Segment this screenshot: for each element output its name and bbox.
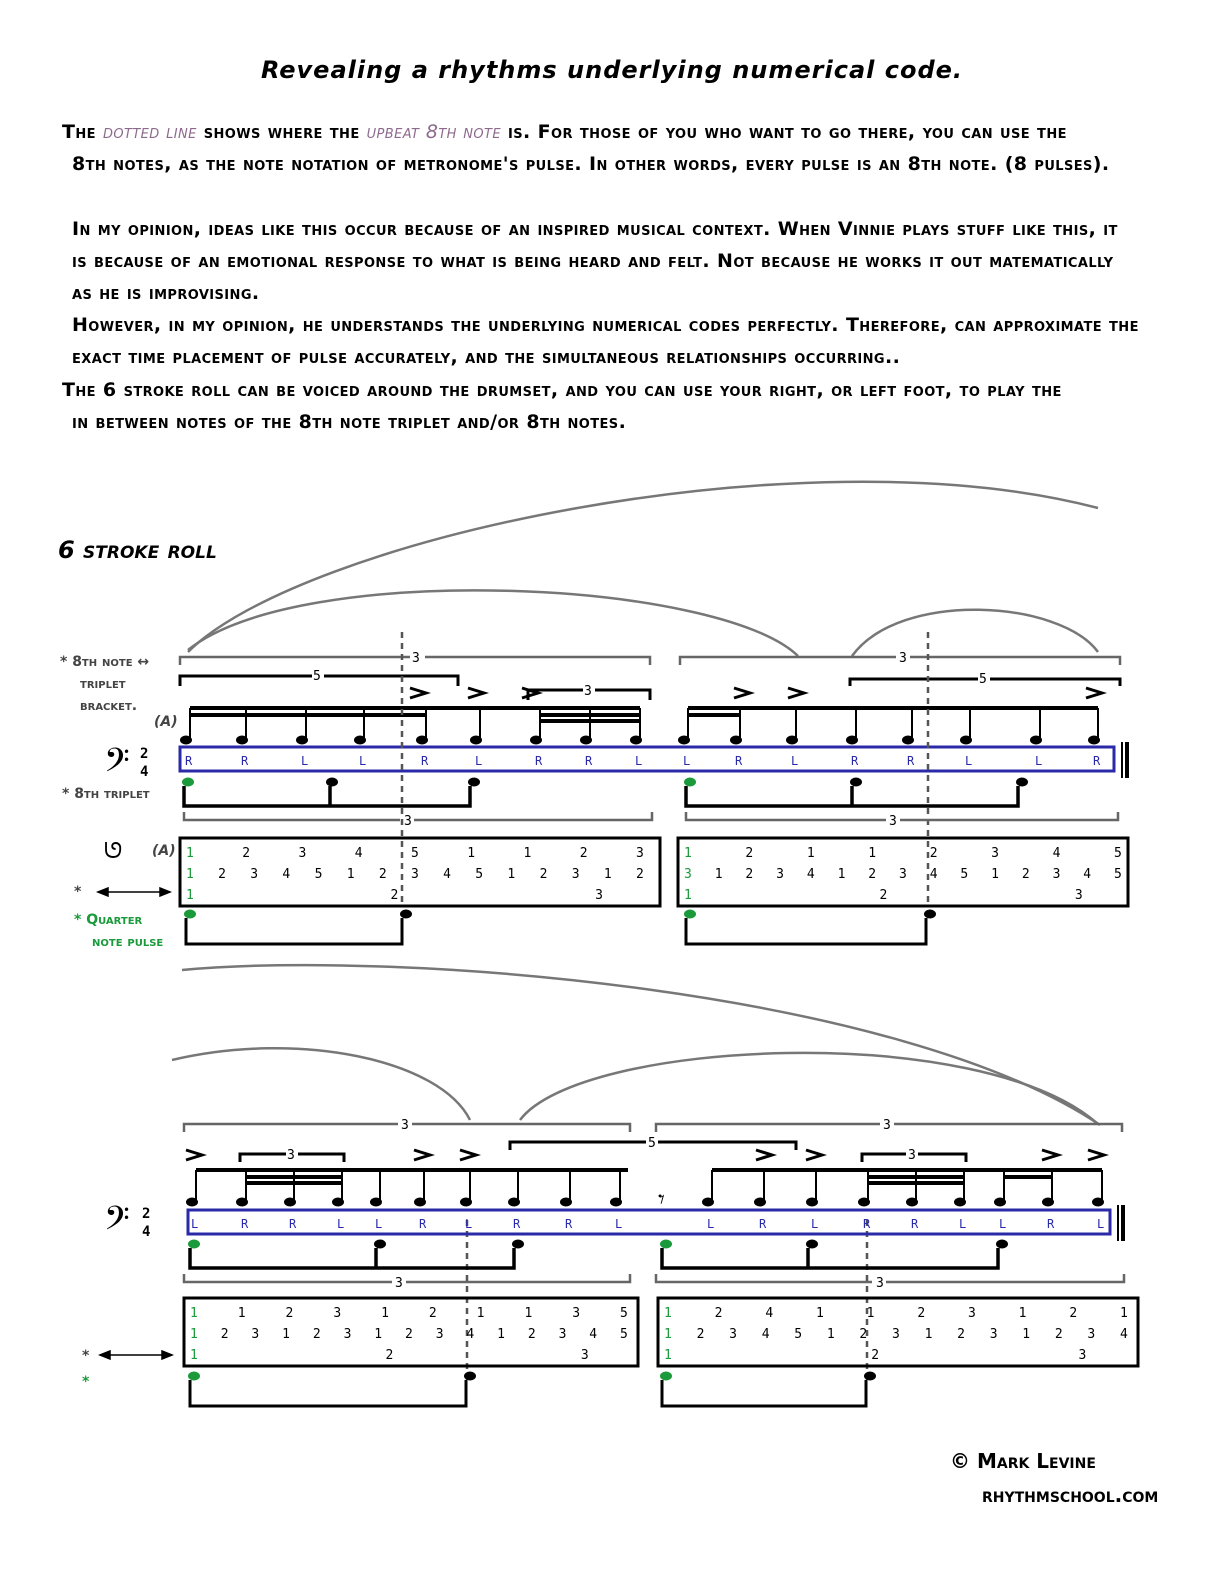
sticking-letter: R (759, 1217, 767, 1231)
copyright-site[interactable]: rhythmschool.com (982, 1483, 1159, 1507)
note-head (630, 736, 642, 745)
marker-a-2: (A) (152, 843, 176, 859)
counting-numbers (186, 846, 1122, 903)
note-head (730, 736, 742, 745)
bass-clef (104, 742, 130, 788)
count-number: 5 (411, 846, 419, 861)
tuplet-3: 3 (287, 1148, 295, 1163)
count-number: 4 (929, 867, 938, 882)
sticking-letter: L (475, 754, 483, 768)
eighth-triplet-pulse-heads (182, 778, 696, 787)
sticking-letters (191, 1217, 1104, 1231)
count-number: 2 (714, 1306, 723, 1321)
sticking-letter: L (683, 754, 691, 768)
rest-icon: 𝄾 (658, 1185, 665, 1215)
eighth-triplet-beams (184, 786, 1018, 806)
sticking-letter: L (811, 1217, 819, 1231)
count-number: 5 (960, 867, 969, 882)
count-number: 4 (354, 846, 363, 861)
label-star-3: * (82, 1374, 90, 1390)
count-number: 1 (476, 1306, 485, 1321)
quarter-pulse-heads (184, 910, 696, 919)
count-number: 1 (507, 867, 516, 882)
count-number: 5 (1114, 846, 1122, 861)
count-number: 2 (871, 1348, 880, 1363)
count-number: 1 (523, 846, 532, 861)
note-head (470, 736, 482, 745)
note-head (1042, 1198, 1054, 1207)
svg-text:𝄢: 𝄢 (104, 742, 130, 788)
note-head (180, 736, 192, 745)
note-head (186, 1198, 198, 1207)
sticking-letter: R (585, 754, 593, 768)
count-number: 2 (242, 846, 251, 861)
sticking-letter: R (907, 754, 915, 768)
count-number: 1 (186, 867, 194, 882)
triplet-bracket-bottom (184, 812, 1118, 820)
eighth-triplet-heads (374, 1240, 1008, 1249)
count-number: 2 (868, 867, 877, 882)
count-number: 3 (250, 867, 259, 882)
count-number: 1 (381, 1306, 389, 1321)
time-signature-bottom: 4 (140, 764, 149, 780)
note-head (580, 736, 592, 745)
count-number: 1 (806, 846, 815, 861)
note-head (994, 1198, 1006, 1207)
count-number: 2 (879, 888, 888, 903)
note-head (530, 736, 542, 745)
count-number: 1 (237, 1306, 246, 1321)
phrase-arc (182, 965, 1100, 1125)
count-number: 2 (378, 867, 387, 882)
phrase-arc (188, 590, 798, 656)
count-number: 1 (664, 1348, 672, 1363)
count-number: 1 (467, 846, 476, 861)
count-number: 1 (837, 867, 846, 882)
note-head (460, 1198, 472, 1207)
count-number: 3 (435, 1327, 444, 1342)
sticking-letter: R (421, 754, 429, 768)
phrase-arc (852, 610, 1098, 656)
count-number: 1 (190, 1327, 198, 1342)
note-head (284, 1198, 296, 1207)
sticking-letter: R (1093, 754, 1101, 768)
count-number: 3 (776, 867, 784, 882)
count-number: 1 (186, 888, 194, 903)
count-number: 1 (190, 1306, 198, 1321)
tuplet-5: 5 (648, 1136, 656, 1151)
eighth-triplet-pulse-heads (188, 1240, 672, 1249)
count-number: 2 (1054, 1327, 1063, 1342)
label-quarter-note-pulse: * Quarter note pulse (74, 912, 164, 950)
count-number: 4 (443, 867, 451, 882)
sticking-letter: R (565, 1217, 573, 1231)
note-head (332, 1198, 344, 1207)
count-number: 2 (527, 1327, 536, 1342)
count-number: 3 (684, 867, 692, 882)
sticking-letter: L (465, 1217, 473, 1231)
count-number: 1 (1120, 1306, 1128, 1321)
count-number: 2 (859, 1327, 868, 1342)
tuplet-5: 5 (979, 672, 987, 687)
sticking-letter: L (359, 754, 367, 768)
count-number: 2 (428, 1306, 437, 1321)
note-stems (196, 1170, 1102, 1202)
count-number: 1 (186, 846, 194, 861)
note-head (754, 1198, 766, 1207)
count-number: 3 (968, 1306, 976, 1321)
time-signature-top: 2 (140, 746, 149, 762)
note-head (1030, 736, 1042, 745)
note-head (354, 736, 366, 745)
sticking-letter: R (863, 1217, 871, 1231)
count-number: 4 (761, 1327, 770, 1342)
count-number: 2 (220, 1327, 229, 1342)
beams-top (190, 708, 1098, 721)
count-number: 3 (1074, 888, 1083, 903)
count-number: 4 (589, 1327, 598, 1342)
double-arrow (100, 1351, 172, 1359)
note-head (236, 736, 248, 745)
note-head (1088, 736, 1100, 745)
count-number: 1 (684, 846, 692, 861)
sticking-letter: R (241, 754, 249, 768)
count-number: 1 (497, 1327, 505, 1342)
count-number: 2 (390, 888, 399, 903)
phrase-arc (188, 482, 1098, 652)
note-head (560, 1198, 572, 1207)
count-number: 2 (745, 846, 754, 861)
tuplet-3: 3 (876, 1276, 884, 1291)
count-number: 4 (806, 867, 815, 882)
time-signature-bottom: 4 (142, 1224, 151, 1240)
sticking-box (188, 1210, 1110, 1234)
count-number: 2 (636, 867, 644, 882)
label-star: * (74, 884, 82, 900)
count-number: 4 (1120, 1327, 1128, 1342)
count-number: 3 (251, 1327, 260, 1342)
section-title: 6 stroke roll (58, 536, 217, 564)
count-number: 3 (636, 846, 644, 861)
sticking-letter: R (419, 1217, 427, 1231)
label-eighth-triplet: * 8th triplet (62, 786, 150, 802)
sticking-letter: L (999, 1217, 1007, 1231)
sticking-letter: R (851, 754, 859, 768)
upbeat-highlight: upbeat 8th note (366, 121, 501, 143)
triplet-bracket-bottom (184, 1274, 1124, 1282)
beams-top (196, 1170, 1102, 1183)
count-number: 3 (1052, 867, 1061, 882)
count-number: 1 (866, 1306, 875, 1321)
count-number: 1 (190, 1348, 198, 1363)
phrase-arc (172, 1048, 470, 1120)
note-head (846, 736, 858, 745)
tuplet-3: 3 (401, 1118, 409, 1133)
count-number: 1 (684, 888, 692, 903)
count-number: 1 (282, 1327, 290, 1342)
note-head (902, 736, 914, 745)
count-number: 5 (794, 1327, 803, 1342)
sticking-letter: R (1047, 1217, 1055, 1231)
count-number: 3 (991, 846, 999, 861)
sticking-letter: L (337, 1217, 345, 1231)
page-title: Revealing a rhythms underlying numerical code. (260, 56, 964, 84)
tuplet-3: 3 (899, 651, 907, 666)
count-number: 2 (579, 846, 588, 861)
quarter-pulse-beams (186, 918, 926, 944)
note-head (296, 736, 308, 745)
time-signature-top: 2 (142, 1206, 151, 1222)
count-number: 1 (346, 867, 355, 882)
tuplet-3: 3 (412, 651, 420, 666)
count-number: 1 (924, 1327, 933, 1342)
count-number: 3 (892, 1327, 900, 1342)
count-number: 1 (1018, 1306, 1027, 1321)
intro-paragraph-3: The 6 stroke roll can be voiced around the drumset, and you can use your right, or left foot, to play the in between notes of the 8th note triplet and/or 8th notes. (62, 379, 1062, 433)
note-head (858, 1198, 870, 1207)
count-number: 1 (374, 1327, 383, 1342)
count-number: 4 (765, 1306, 774, 1321)
copyright (950, 1444, 1158, 1512)
note-heads (180, 736, 1100, 745)
count-number: 1 (664, 1306, 672, 1321)
count-number: 3 (580, 1348, 589, 1363)
note-head (960, 736, 972, 745)
sticking-letter: R (185, 754, 193, 768)
sticking-letter: L (959, 1217, 967, 1231)
note-head (906, 1198, 918, 1207)
sticking-letter: R (241, 1217, 249, 1231)
tuplet-3: 3 (395, 1276, 403, 1291)
count-number: 3 (411, 867, 419, 882)
note-stems (190, 708, 1098, 740)
count-number: 4 (1083, 867, 1092, 882)
tuplet-3: 3 (883, 1118, 891, 1133)
sticking-box (180, 747, 1114, 771)
note-head (416, 736, 428, 745)
eighth-triplet-heads (326, 778, 1028, 787)
note-head (370, 1198, 382, 1207)
note-head (236, 1198, 248, 1207)
count-number: 1 (991, 867, 999, 882)
note-head (414, 1198, 426, 1207)
note-head (806, 1198, 818, 1207)
sticking-letter: L (965, 754, 973, 768)
sticking-letter: L (301, 754, 309, 768)
note-head (678, 736, 690, 745)
intro-paragraph-1: The dotted line shows where the upbeat 8th note is. For those of you who want to go there, you can use the 8th notes, as the note notation of metronome's pulse. In other words, every pulse is an 8th note. (8 pulses). (62, 121, 1110, 175)
count-number: 3 (989, 1327, 998, 1342)
glasses-icon: ᘎ (104, 839, 123, 864)
note-head (1092, 1198, 1104, 1207)
triplet-bracket (180, 657, 1120, 665)
bass-clef: 𝄢 (104, 1200, 130, 1246)
count-number: 3 (558, 1327, 567, 1342)
sticking-letter: R (911, 1217, 919, 1231)
count-number: 2 (539, 867, 548, 882)
sticking-letter: L (615, 1217, 623, 1231)
note-head (610, 1198, 622, 1207)
dotted-line-highlight: dotted line (102, 121, 197, 143)
count-number: 2 (312, 1327, 321, 1342)
count-number: 2 (405, 1327, 413, 1342)
count-number: 2 (917, 1306, 926, 1321)
count-number: 3 (333, 1306, 342, 1321)
sticking-letter: R (535, 754, 543, 768)
sticking-letter: L (375, 1217, 383, 1231)
sticking-letter: R (513, 1217, 521, 1231)
label-eighth-note-triplet-bracket: * 8th note ↔ triplet bracket. (60, 654, 150, 714)
sticking-letter: L (1035, 754, 1043, 768)
quarter-pulse-heads-dark (400, 910, 936, 919)
count-number: 5 (314, 867, 323, 882)
count-number: 2 (696, 1327, 705, 1342)
eighth-triplet-beams (190, 1248, 998, 1268)
double-arrow (98, 888, 170, 896)
count-number: 2 (745, 867, 754, 882)
count-number: 3 (595, 888, 603, 903)
count-number: 2 (218, 867, 226, 882)
accent-marks (410, 688, 1102, 698)
count-number: 5 (475, 867, 484, 882)
count-number: 3 (572, 1306, 581, 1321)
quarter-pulse-heads (188, 1372, 672, 1381)
sticking-letter: L (635, 754, 643, 768)
note-head (702, 1198, 714, 1207)
tuplet-3: 3 (889, 814, 897, 829)
count-number: 1 (524, 1306, 533, 1321)
count-number: 3 (1078, 1348, 1087, 1363)
sticking-letter: R (289, 1217, 297, 1231)
count-number: 5 (1114, 867, 1122, 882)
count-number: 3 (571, 867, 580, 882)
count-number: 3 (1087, 1327, 1096, 1342)
tuplet-3: 3 (908, 1148, 916, 1163)
tuplet-3: 3 (404, 814, 412, 829)
count-number: 5 (620, 1306, 628, 1321)
tuplet-5: 5 (313, 669, 321, 684)
count-number: 1 (664, 1327, 672, 1342)
sticking-letters (185, 754, 1101, 768)
triplet-bracket (184, 1124, 1122, 1132)
note-head (954, 1198, 966, 1207)
sticking-letter: L (191, 1217, 199, 1231)
count-number: 1 (1022, 1327, 1031, 1342)
count-number: 2 (1069, 1306, 1078, 1321)
count-number: 3 (729, 1327, 737, 1342)
intro-paragraph-2: In my opinion, ideas like this occur because of an inspired musical context. When Vinnie plays stuff like this, it is because of an emotional response to what is being heard and felt. Not because he works it out matematically as he is improvising. However, in my opinion, he understands the underlying numerical codes perfectly. Therefore, can approximate the exact time placement of pulse accurately, and the simultaneous relationships occurring.. (72, 218, 1139, 368)
note-heads (186, 1198, 1104, 1207)
count-number: 1 (826, 1327, 835, 1342)
note-head (508, 1198, 520, 1207)
sticking-letter: L (1097, 1217, 1105, 1231)
sticking-letter: R (735, 754, 743, 768)
note-head (786, 736, 798, 745)
count-number: 4 (1052, 846, 1061, 861)
count-number: 1 (714, 867, 723, 882)
sticking-letter: L (791, 754, 799, 768)
count-number: 2 (957, 1327, 965, 1342)
count-number: 1 (868, 846, 877, 861)
count-number: 5 (620, 1327, 628, 1342)
count-number: 4 (282, 867, 291, 882)
count-number: 3 (298, 846, 307, 861)
tuplet-3: 3 (584, 684, 592, 699)
count-number: 2 (285, 1306, 294, 1321)
sticking-letter: L (707, 1217, 715, 1231)
count-number: 4 (466, 1327, 475, 1342)
count-number: 2 (385, 1348, 394, 1363)
quarter-pulse-beams (190, 1380, 866, 1406)
marker-a: (A) (154, 714, 178, 730)
count-number: 2 (929, 846, 938, 861)
count-number: 3 (343, 1327, 352, 1342)
count-number: 2 (1021, 867, 1030, 882)
label-star-2: * (82, 1348, 90, 1364)
count-number: 1 (816, 1306, 824, 1321)
copyright-name: © Mark Levine (950, 1449, 1096, 1473)
count-number: 1 (603, 867, 612, 882)
tuplet-brackets (240, 1142, 966, 1162)
count-number: 3 (899, 867, 907, 882)
phrase-arc (520, 1053, 1098, 1124)
